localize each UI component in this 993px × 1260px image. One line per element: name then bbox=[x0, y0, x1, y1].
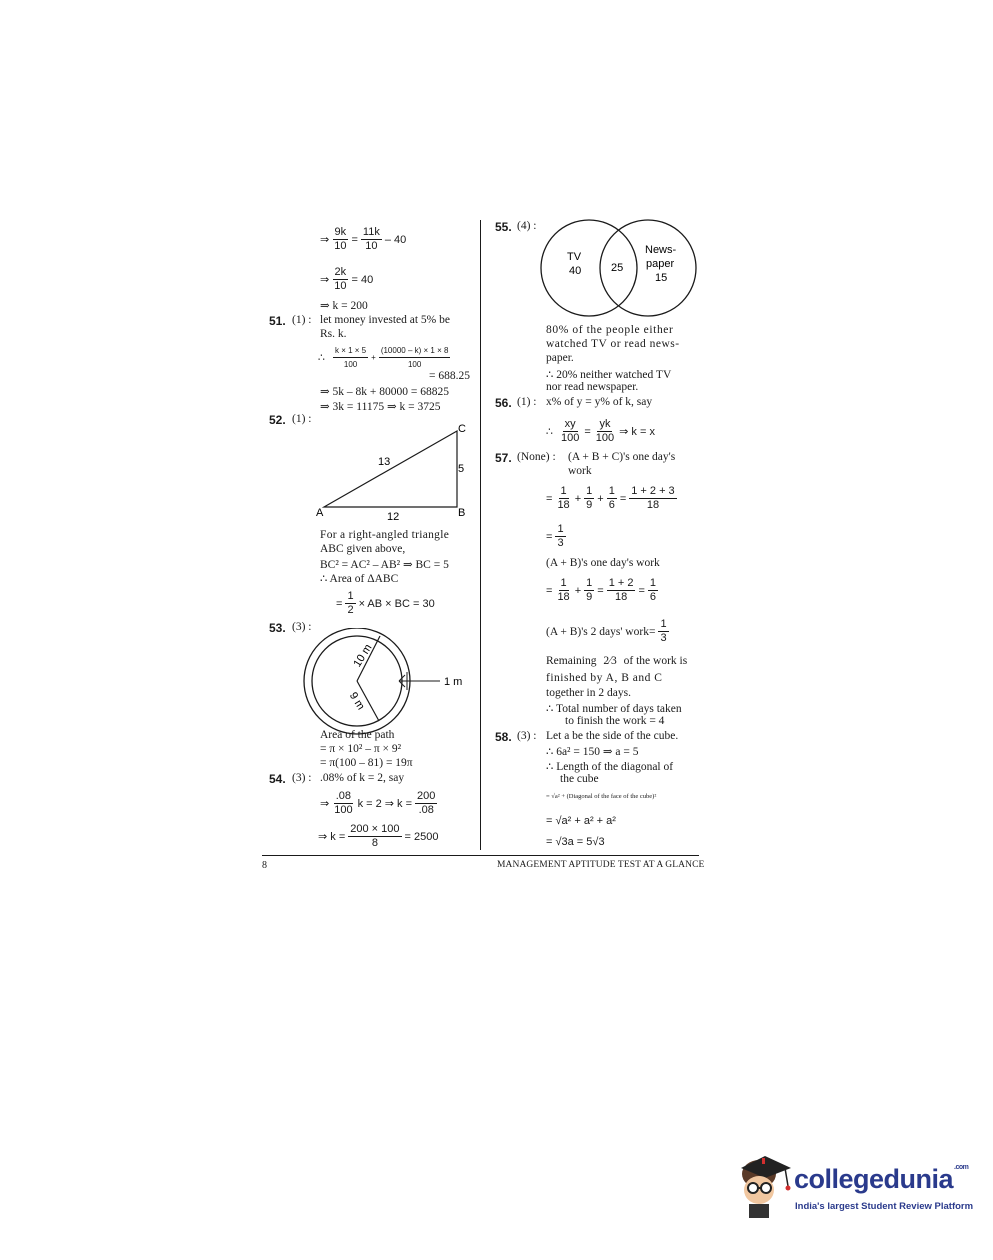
q57-line1: (A + B + C)'s one day's bbox=[568, 451, 676, 463]
q51-line2: Rs. k. bbox=[320, 328, 347, 340]
q51-answer: (1) : bbox=[292, 314, 312, 326]
label-outer-radius: 10 m bbox=[351, 642, 375, 670]
q57-line2: work bbox=[568, 465, 592, 477]
q58-line1: Let a be the side of the cube. bbox=[546, 730, 679, 742]
q55-text2: watched TV or read news- bbox=[546, 338, 680, 350]
q57-line3: (A + B)'s one day's work bbox=[546, 557, 660, 569]
venn-left-label: TV bbox=[567, 251, 582, 263]
q58-number: 58. bbox=[495, 730, 512, 744]
venn-right-label-2: paper bbox=[646, 258, 675, 270]
q50-equation-2: ⇒ $\frac{2k}{10}$ = 40 bbox=[320, 266, 374, 292]
venn-left-value: 40 bbox=[569, 265, 582, 277]
venn-right-label-1: News- bbox=[645, 244, 677, 256]
q55-number: 55. bbox=[495, 220, 512, 234]
brand-tagline: India's largest Student Review Platform bbox=[795, 1201, 974, 1212]
q52-text4: ∴ Area of ΔABC bbox=[320, 573, 399, 585]
q58-line4: the cube bbox=[560, 773, 599, 785]
concentric-circles-diagram bbox=[300, 628, 475, 736]
running-title: MANAGEMENT APTITUDE TEST AT A GLANCE bbox=[497, 860, 705, 870]
footer-rule bbox=[262, 855, 699, 856]
q52-area-formula: = $\frac{1}{2}$ × AB × BC = 30 bbox=[336, 590, 435, 616]
q57-number: 57. bbox=[495, 451, 512, 465]
q53-answer: (3) : bbox=[292, 621, 312, 633]
q57-equation-1: = $\frac{1}{18}$ + $\frac{1}{9}$ + $\frac{1}{6}$ = $\frac{1 + 2 + 3}{18}$ bbox=[546, 485, 675, 511]
q51-line4: ⇒ 5k – 8k + 80000 = 68825 bbox=[320, 386, 449, 398]
q54-equation-2: ⇒ k = $\frac{200 \times 100}{8}$ = 2500 bbox=[318, 823, 439, 849]
label-C: C bbox=[458, 423, 466, 435]
q57-line8: ∴ Total number of days taken bbox=[546, 703, 682, 715]
q53-text1: Area of the path bbox=[320, 729, 395, 741]
q51-line5: ⇒ 3k = 11175 ⇒ k = 3725 bbox=[320, 401, 441, 413]
q50-equation-1: ⇒ $\frac{9k}{10}$ = $\frac{11k}{10}$ – 40 bbox=[320, 226, 407, 252]
venn-diagram bbox=[540, 219, 700, 319]
q56-number: 56. bbox=[495, 396, 512, 410]
label-base: 12 bbox=[387, 511, 400, 523]
right-triangle-diagram bbox=[312, 420, 482, 524]
label-A: A bbox=[316, 507, 324, 519]
q50-result: ⇒ k = 200 bbox=[320, 300, 368, 312]
q58-line6: = √a² + a² + a² bbox=[546, 815, 616, 827]
page-number: 8 bbox=[262, 860, 267, 871]
mascot-logo-icon bbox=[735, 1152, 795, 1222]
q55-answer: (4) : bbox=[517, 220, 537, 232]
q54-line1: .08% of k = 2, say bbox=[320, 772, 405, 784]
q55-text1: 80% of the people either bbox=[546, 324, 674, 336]
q57-answer: (None) : bbox=[517, 451, 556, 463]
q57-line5: Remaining 2⁄3 of the work is bbox=[546, 655, 688, 667]
q56-line1: x% of y = y% of k, say bbox=[546, 396, 653, 408]
brand-name: collegedunia$^{.com}$ bbox=[794, 1164, 969, 1194]
q51-fraction-eq: ∴ $\frac{k \times 1 \times 5}{100}$ + $\frac{(10000 - k) \times 1 \times 8}{100}$ bbox=[318, 346, 449, 369]
q56-equation: ∴ $\frac{xy}{100}$ = $\frac{yk}{100}$ ⇒ k = x bbox=[546, 418, 655, 444]
q58-line5: = √a² + (Diagonal of the face of the cube)² bbox=[546, 793, 657, 800]
q52-text3: BC² = AC² – AB² ⇒ BC = 5 bbox=[320, 559, 449, 571]
q54-number: 54. bbox=[269, 772, 286, 786]
q57-equation-2: = $\frac{1}{3}$ bbox=[546, 523, 564, 549]
venn-right-value: 15 bbox=[655, 272, 668, 284]
label-gap: 1 m bbox=[444, 676, 463, 688]
q57-line9: to finish the work = 4 bbox=[565, 715, 665, 727]
q58-answer: (3) : bbox=[517, 730, 537, 742]
label-height: 5 bbox=[458, 463, 465, 475]
venn-overlap-value: 25 bbox=[611, 262, 624, 274]
q53-text2: = π × 10² – π × 9² bbox=[320, 743, 402, 755]
q57-line6: finished by A, B and C bbox=[546, 672, 663, 684]
q53-number: 53. bbox=[269, 621, 286, 635]
collegedunia-watermark bbox=[735, 1152, 974, 1222]
q53-text3: = π(100 – 81) = 19π bbox=[320, 757, 413, 769]
q58-line3: ∴ Length of the diagonal of bbox=[546, 761, 674, 773]
q55-text3: paper. bbox=[546, 352, 574, 364]
q52-number: 52. bbox=[269, 413, 286, 427]
q58-line7: = √3a = 5√3 bbox=[546, 836, 605, 848]
q52-text2: ABC given above, bbox=[320, 543, 406, 555]
q52-answer: (1) : bbox=[292, 413, 312, 425]
q57-line7: together in 2 days. bbox=[546, 687, 631, 699]
label-B: B bbox=[458, 507, 466, 519]
column-divider bbox=[480, 220, 481, 850]
q58-line2: ∴ 6a² = 150 ⇒ a = 5 bbox=[546, 746, 639, 758]
q51-line1: let money invested at 5% be bbox=[320, 314, 450, 326]
q51-line3: = 688.25 bbox=[429, 370, 470, 382]
q57-equation-3: = $\frac{1}{18}$ + $\frac{1}{9}$ = $\frac{1 + 2}{18}$ = $\frac{1}{6}$ bbox=[546, 577, 657, 603]
q55-text4: ∴ 20% neither watched TV bbox=[546, 369, 672, 381]
q54-equation-1: ⇒ $\frac{.08}{100}$ k = 2 ⇒ k = $\frac{200}{.08}$ bbox=[320, 790, 436, 816]
label-hypotenuse: 13 bbox=[378, 456, 391, 468]
q56-answer: (1) : bbox=[517, 396, 537, 408]
q51-number: 51. bbox=[269, 314, 286, 328]
q55-text5: nor read newspaper. bbox=[546, 381, 639, 393]
q54-answer: (3) : bbox=[292, 772, 312, 784]
label-inner-radius: 9 m bbox=[346, 690, 367, 713]
q52-text1: For a right-angled triangle bbox=[320, 529, 450, 541]
q57-line4: (A + B)'s 2 days' work= $\frac{1}{3}$ bbox=[546, 618, 667, 644]
